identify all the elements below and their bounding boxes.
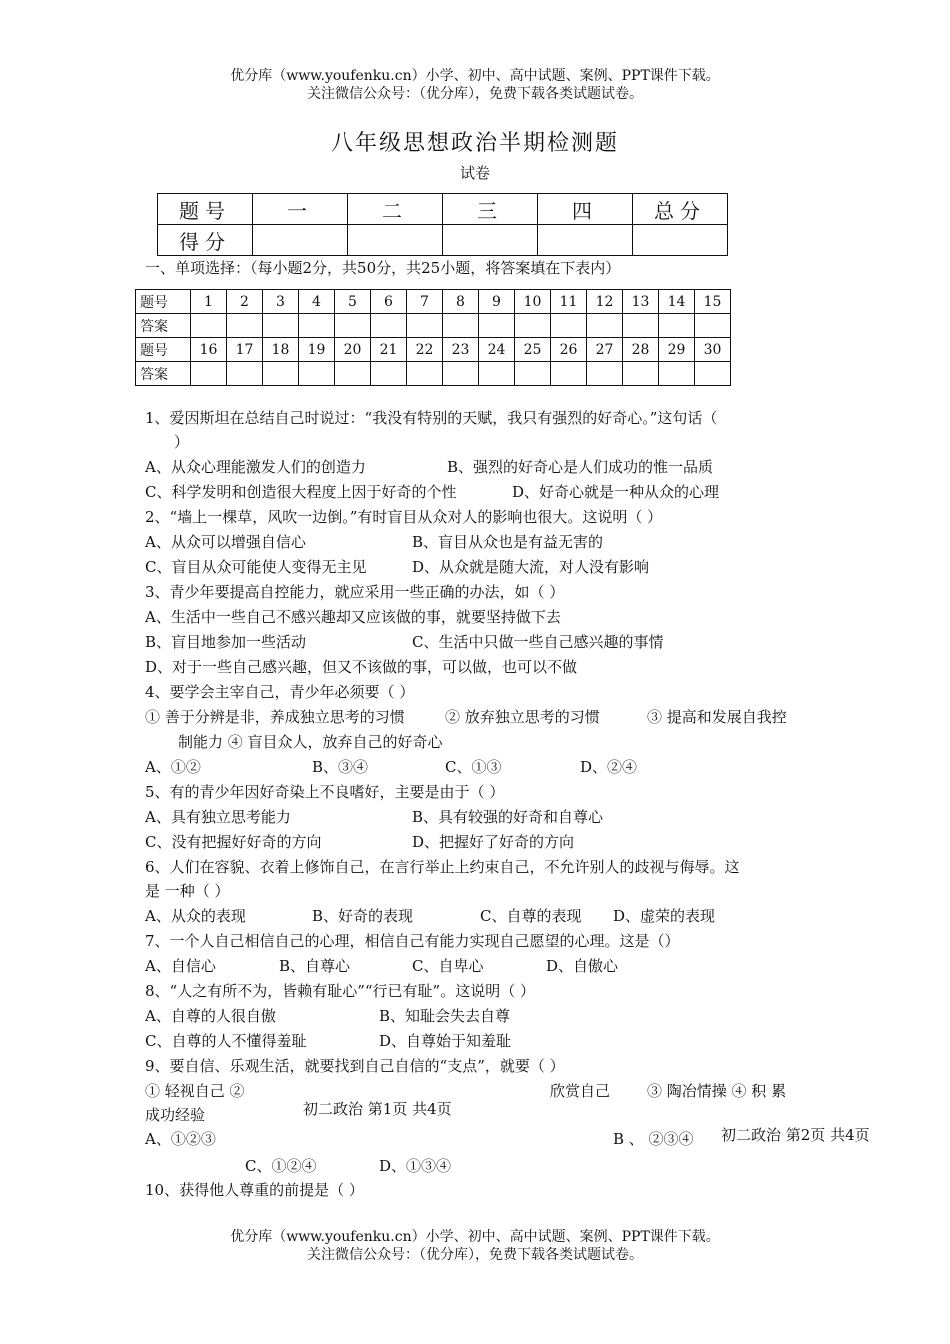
question-text-line: ③ 陶冶情操 ④ 积 累: [647, 1082, 787, 1100]
question-text-line: D、②④: [580, 758, 638, 776]
score-row-label: 得分: [158, 225, 253, 256]
question-text-line: ② 放弃独立思考的习惯: [445, 708, 600, 726]
question-text-line: B 、 ②③④: [613, 1130, 694, 1148]
answer-blank-row: [136, 362, 731, 386]
question-number-cell: 13: [623, 290, 659, 314]
footer-line-2: 关注微信公众号：（优分库），免费下载各类试题试卷。: [307, 1247, 643, 1263]
question-number-cell: 6: [371, 290, 407, 314]
score-table: [157, 193, 728, 256]
answer-blank-row: [136, 314, 731, 338]
answer-cell[interactable]: [479, 362, 515, 386]
answer-cell[interactable]: [227, 362, 263, 386]
score-cell[interactable]: [443, 225, 538, 256]
answer-row-label: 题号: [136, 290, 191, 314]
question-text-line: 制能力 ④ 盲目众人，放弃自己的好奇心: [178, 733, 443, 751]
answer-number-row: [136, 338, 731, 362]
page-title: 八年级思想政治半期检测题: [330, 131, 619, 156]
answer-cell[interactable]: [371, 314, 407, 338]
question-number-cell: 1: [191, 290, 227, 314]
question-text-line: 6、人们在容貌、衣着上修饰自己，在言行举止上约束自己，不允许别人的歧视与侮辱。这: [145, 858, 740, 876]
answer-cell[interactable]: [551, 314, 587, 338]
question-number-cell: 24: [479, 338, 515, 362]
question-text-line: B、知耻会失去自尊: [379, 1007, 511, 1025]
answer-cell[interactable]: [299, 314, 335, 338]
question-number-cell: 2: [227, 290, 263, 314]
question-text-line: B、盲目地参加一些活动: [145, 633, 307, 651]
question-text-line: 初二政治 第2页 共4页: [721, 1126, 870, 1144]
answer-row-label: 答案: [136, 314, 191, 338]
question-text-line: ① 轻视自己 ②: [145, 1082, 245, 1100]
question-text-line: 4、要学会主宰自己，青少年必须要（ ）: [145, 683, 415, 701]
answer-table: [135, 289, 731, 386]
answer-cell[interactable]: [191, 314, 227, 338]
question-text-line: D、自傲心: [546, 957, 619, 975]
question-text-line: A、自尊的人很自傲: [145, 1007, 276, 1025]
score-header-cell: 题号: [158, 194, 253, 225]
answer-cell[interactable]: [551, 362, 587, 386]
answer-cell[interactable]: [407, 314, 443, 338]
answer-cell[interactable]: [587, 362, 623, 386]
score-cell[interactable]: [253, 225, 348, 256]
question-text-line: A、①②: [145, 758, 201, 776]
question-number-cell: 17: [227, 338, 263, 362]
question-text-line: B、好奇的表现: [312, 907, 414, 925]
header-line-2: 关注微信公众号：（优分库），免费下载各类试题试卷。: [307, 86, 643, 102]
question-text-line: ③ 提高和发展自我控: [647, 708, 787, 726]
question-text-line: A、从众心理能激发人们的创造力: [145, 458, 366, 476]
answer-cell[interactable]: [695, 362, 731, 386]
answer-cell[interactable]: [623, 362, 659, 386]
question-text-line: B、③④: [312, 758, 369, 776]
question-text-line: B、强烈的好奇心是人们成功的惟一品质: [447, 458, 714, 476]
question-number-cell: 25: [515, 338, 551, 362]
question-text-line: ① 善于分辨是非，养成独立思考的习惯: [145, 708, 405, 726]
question-number-cell: 4: [299, 290, 335, 314]
question-number-cell: 21: [371, 338, 407, 362]
score-row: [158, 225, 728, 256]
answer-cell[interactable]: [335, 314, 371, 338]
answer-cell[interactable]: [695, 314, 731, 338]
score-cell[interactable]: [348, 225, 443, 256]
answer-cell[interactable]: [479, 314, 515, 338]
question-text-line: 1、爱因斯坦在总结自己时说过：“我没有特别的天赋，我只有强烈的好奇心。”这句话（: [145, 409, 718, 427]
answer-cell[interactable]: [299, 362, 335, 386]
question-number-cell: 22: [407, 338, 443, 362]
question-text-line: A、具有独立思考能力: [145, 808, 291, 826]
question-text-line: D、从众就是随大流，对人没有影响: [412, 558, 650, 576]
question-number-cell: 16: [191, 338, 227, 362]
question-text-line: D、对于一些自己感兴趣，但又不该做的事，可以做，也可以不做: [145, 658, 578, 676]
answer-cell[interactable]: [263, 362, 299, 386]
score-header-cell: 二: [348, 194, 443, 225]
question-text-line: C、自尊的表现: [480, 907, 582, 925]
footer-line-1: 优分库（www.youfenku.cn）小学、初中、高中试题、案例、PPT课件下载。: [230, 1229, 720, 1245]
question-text-line: A、①②③: [145, 1130, 216, 1148]
question-text-line: A、从众的表现: [145, 907, 246, 925]
question-number-cell: 19: [299, 338, 335, 362]
question-text-line: C、科学发明和创造很大程度上因于好奇的个性: [145, 483, 457, 501]
question-number-cell: 8: [443, 290, 479, 314]
question-number-cell: 26: [551, 338, 587, 362]
answer-cell[interactable]: [227, 314, 263, 338]
question-text-line: ）: [174, 433, 190, 451]
question-text-line: D、自尊始于知羞耻: [379, 1032, 512, 1050]
score-header-cell: 四: [538, 194, 633, 225]
score-header-cell: 三: [443, 194, 538, 225]
answer-cell[interactable]: [335, 362, 371, 386]
question-number-cell: 3: [263, 290, 299, 314]
section-heading: 一、单项选择：（每小题2分，共50分，共25小题，将答案填在下表内）: [145, 259, 621, 277]
question-number-cell: 9: [479, 290, 515, 314]
question-text-line: 7、一个人自己相信自己的心理，相信自己有能力实现自己愿望的心理。这是（）: [145, 932, 680, 950]
answer-cell[interactable]: [443, 314, 479, 338]
answer-cell[interactable]: [587, 314, 623, 338]
question-text-line: 10、获得他人尊重的前提是（ ）: [145, 1181, 364, 1199]
answer-cell[interactable]: [515, 314, 551, 338]
answer-cell[interactable]: [659, 362, 695, 386]
header-line-1: 优分库（www.youfenku.cn）小学、初中、高中试题、案例、PPT课件下载。: [230, 68, 720, 84]
page-subtitle: 试卷: [459, 164, 490, 182]
question-text-line: B、自尊心: [279, 957, 351, 975]
question-number-cell: 30: [695, 338, 731, 362]
answer-row-label: 答案: [136, 362, 191, 386]
score-header-cell: 一: [253, 194, 348, 225]
answer-cell[interactable]: [659, 314, 695, 338]
score-header-row: [158, 194, 728, 225]
question-text-line: 8、“人之有所不为，皆赖有耻心”“行已有耻”。这说明（ ）: [145, 982, 535, 1000]
answer-cell[interactable]: [371, 362, 407, 386]
question-text-line: C、①③: [445, 758, 502, 776]
question-number-cell: 10: [515, 290, 551, 314]
question-number-cell: 12: [587, 290, 623, 314]
question-text-line: B、盲目从众也是有益无害的: [412, 533, 604, 551]
answer-cell[interactable]: [623, 314, 659, 338]
question-text-line: D、①③④: [379, 1157, 452, 1175]
question-number-cell: 23: [443, 338, 479, 362]
question-text-line: D、把握好了好奇的方向: [412, 833, 575, 851]
answer-cell[interactable]: [515, 362, 551, 386]
question-number-cell: 5: [335, 290, 371, 314]
question-text-line: 2、“墙上一棵草，风吹一边倒。”有时盲目从众对人的影响也很大。这说明（ ）: [145, 508, 663, 526]
question-text-line: B、具有较强的好奇和自尊心: [412, 808, 604, 826]
question-number-cell: 15: [695, 290, 731, 314]
question-text-line: A、生活中一些自己不感兴趣却又应该做的事，就要坚持做下去: [145, 608, 561, 626]
question-text-line: C、①②④: [245, 1157, 317, 1175]
question-number-cell: 11: [551, 290, 587, 314]
question-text-line: 成功经验: [145, 1106, 206, 1124]
question-text-line: C、盲目从众可能使人变得无主见: [145, 558, 367, 576]
question-text-line: D、虚荣的表现: [613, 907, 716, 925]
question-number-cell: 18: [263, 338, 299, 362]
question-text-line: 是 一种（ ）: [145, 882, 230, 900]
question-number-cell: 27: [587, 338, 623, 362]
score-header-cell: 总分: [633, 194, 728, 225]
question-number-cell: 28: [623, 338, 659, 362]
answer-number-row: [136, 290, 731, 314]
answer-cell[interactable]: [191, 362, 227, 386]
answer-cell[interactable]: [443, 362, 479, 386]
score-cell[interactable]: [633, 225, 728, 256]
question-text-line: 5、有的青少年因好奇染上不良嗜好，主要是由于（ ）: [145, 783, 505, 801]
score-cell[interactable]: [538, 225, 633, 256]
question-number-cell: 7: [407, 290, 443, 314]
answer-row-label: 题号: [136, 338, 191, 362]
question-text-line: C、没有把握好好奇的方向: [145, 833, 322, 851]
question-text-line: 欣赏自己: [550, 1082, 611, 1100]
question-text-line: 3、青少年要提高自控能力，就应采用一些正确的办法，如（ ）: [145, 583, 565, 601]
question-text-line: C、自尊的人不懂得羞耻: [145, 1032, 307, 1050]
question-text-line: A、从众可以增强自信心: [145, 533, 306, 551]
question-text-line: A、自信心: [145, 957, 216, 975]
answer-cell[interactable]: [263, 314, 299, 338]
question-text-line: D、好奇心就是一种从众的心理: [512, 483, 720, 501]
answer-cell[interactable]: [407, 362, 443, 386]
question-text-line: 9、要自信、乐观生活，就要找到自己自信的“支点”，就要（ ）: [145, 1057, 565, 1075]
question-number-cell: 20: [335, 338, 371, 362]
question-text-line: C、自卑心: [412, 957, 484, 975]
question-number-cell: 29: [659, 338, 695, 362]
question-number-cell: 14: [659, 290, 695, 314]
question-text-line: C、生活中只做一些自己感兴趣的事情: [412, 633, 664, 651]
question-text-line: 初二政治 第1页 共4页: [303, 1100, 452, 1118]
